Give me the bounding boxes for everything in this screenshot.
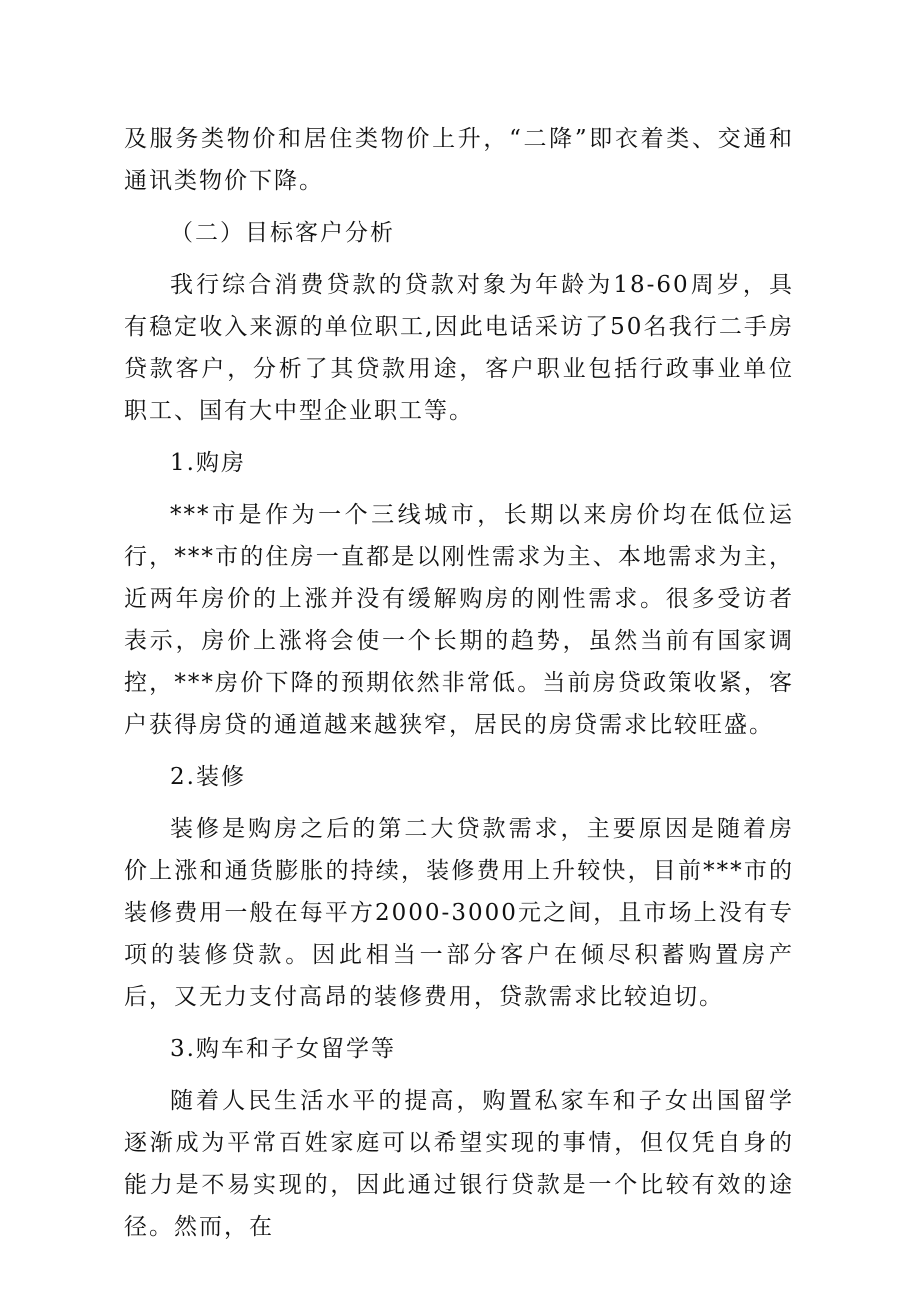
- paragraph-car-and-study-abroad: 随着人民生活水平的提高，购置私家车和子女出国留学逐渐成为平常百姓家庭可以希望实现的事情，但仅凭自身的能力是不易实现的，因此通过银行贷款是一个比较有效的途径。然而，在: [124, 1088, 794, 1240]
- subheading-car-and-study-abroad: 3.购车和子女留学等: [170, 1036, 396, 1062]
- paragraph-price-trend: 及服务类物价和居住类物价上升，“二降”即衣着类、交通和通讯类物价下降。: [124, 126, 794, 194]
- subheading-renovation: 2.装修: [170, 764, 246, 790]
- paragraph-customer-survey: 我行综合消费贷款的贷款对象为年龄为18-60周岁，具有稳定收入来源的单位职工,因此电话采访了50名我行二手房贷款客户，分析了其贷款用途，客户职业包括行政事业单位职工、国有大中型企业职工等。: [124, 272, 794, 424]
- document-body: [124, 118, 794, 1258]
- subheading-house-purchase: 1.购房: [170, 450, 246, 476]
- paragraph-renovation: 装修是购房之后的第二大贷款需求，主要原因是随着房价上涨和通货膨胀的持续，装修费用上升较快，目前***市的装修费用一般在每平方2000-3000元之间，且市场上没有专项的装修贷款。因此相当一部分客户在倾尽积蓄购置房产后，又无力支付高昂的装修费用，贷款需求比较迫切。: [124, 816, 794, 1010]
- paragraph-house-purchase: ***市是作为一个三线城市，长期以来房价均在低位运行，***市的住房一直都是以刚性需求为主、本地需求为主，近两年房价的上涨并没有缓解购房的刚性需求。很多受访者表示，房价上涨将会使一个长期的趋势，虽然当前有国家调控，***房价下降的预期依然非常低。当前房贷政策收紧，客户获得房贷的通道越来越狭窄，居民的房贷需求比较旺盛。: [124, 502, 794, 738]
- section-heading-target-customers: （二）目标客户分析: [170, 220, 395, 246]
